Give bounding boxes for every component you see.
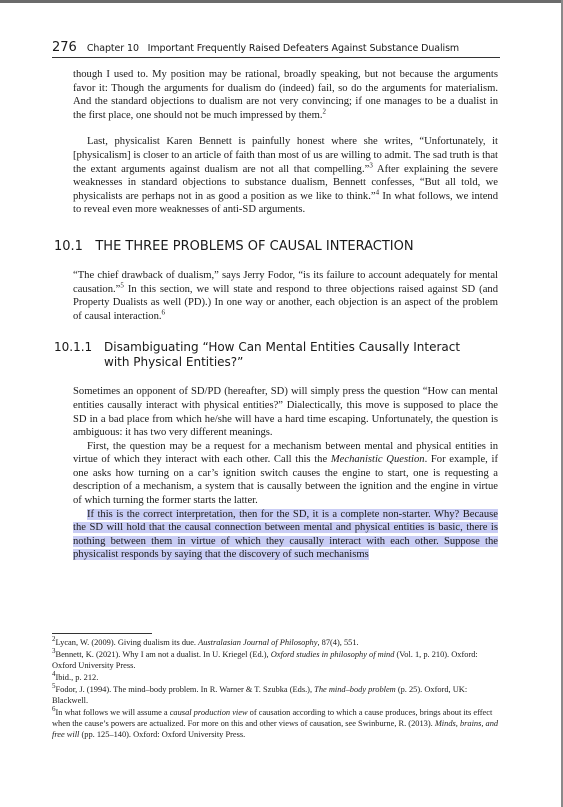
- footnote: [52, 649, 500, 671]
- highlighted-paragraph[interactable]: [73, 508, 498, 562]
- subsection-heading: 10.1.1 Disambiguating “How Can Mental Entities Causally Interact with Physical Entities?”: [54, 340, 461, 370]
- footnote: [52, 637, 500, 648]
- footnotes: [52, 637, 500, 741]
- footnote: [52, 707, 500, 740]
- footnote-number: 4: [52, 670, 56, 679]
- paragraph: First, the question may be a request for a mechanism between mental and physical entities in virtue of which they interact with each other. Call this the Mechanistic Question. For example, if one asks how turning on a car’s ignition switch causes the engine to start, one is requesting a description of a mechanism, a system that is causally between the ignition and the engine in virtue of which turning the former starts the latter.: [73, 440, 498, 507]
- footnote-text: of causation according to which a cause produces, brings about its effect when the cause’s powers are actualized. For more on this and other views of causation, see Swinburne, R. (2013).: [52, 708, 493, 728]
- footnote-text: Ibid., p. 212.: [55, 673, 99, 682]
- footnote: [52, 684, 500, 706]
- footnote-text: Fodor, J. (1994). The mind–body problem. In R. Warner & T. Szubka (Eds.),: [55, 685, 315, 694]
- footnote-number: 6: [52, 705, 56, 714]
- footnote-title: Minds, brains, and free will: [52, 719, 499, 739]
- footnote-ref[interactable]: 4: [375, 188, 380, 197]
- running-title: Chapter 10 Important Frequently Raised Defeaters Against Substance Dualism: [86, 43, 460, 54]
- page-header: [52, 40, 500, 58]
- window-top-border: [0, 0, 563, 3]
- footnote-text: In what follows we will assume a: [55, 708, 170, 717]
- page-number: 276: [52, 40, 77, 55]
- footnote-title: Oxford studies in philosophy of mind: [270, 650, 395, 659]
- main-text: [54, 68, 499, 562]
- footnote-text: , 87(4), 551.: [317, 638, 359, 647]
- footnote-divider: [52, 633, 152, 634]
- section-heading: 10.1 THE THREE PROBLEMS OF CAUSAL INTERACTION: [54, 238, 414, 254]
- footnote-ref[interactable]: 2: [322, 107, 326, 116]
- paragraph: Sometimes an opponent of SD/PD (hereafter, SD) will simply press the question “How can mental entities causally interact with physical entities?” Dialectically, this move is supposed to place the SD in a bad place from which he/she will have a hard time escaping. Unfortunately, the question is ambiguous: it has two very different meanings.: [73, 386, 498, 439]
- footnote-text: (pp. 125–140). Oxford: Oxford University Press.: [79, 730, 246, 739]
- footnote-number: 2: [52, 635, 56, 644]
- paragraph: Last, physicalist Karen Bennett is painfully honest where she writes, “Unfortunately, it [physicalism] is closer to an article of faith than most of us are willing to admit. The sad truth is that the extant arguments against dualism are not all that compelling.”$^3$ After explaining the severe weaknesses in standard objections to substance dualism, Bennett confesses, “But all told, we physicalists are perhaps not in as good a position as we like to think.”$^4$ In what follows, we intend to reveal even more weaknesses of anti-SD arguments.: [73, 136, 499, 216]
- footnote-text: (Vol. 1, p. 210). Oxford: Oxford University Press.: [52, 650, 478, 670]
- footnote-text: Lycan, W. (2009). Giving dualism its due.: [55, 638, 199, 647]
- footnote-text: Bennett, K. (2021). Why I am not a dualist. In U. Kriegel (Ed.),: [55, 650, 271, 659]
- footnote: [52, 672, 500, 683]
- footnote-ref[interactable]: 5: [120, 281, 124, 289]
- footnote-title: Australasian Journal of Philosophy: [198, 638, 318, 647]
- text-highlight[interactable]: If this is the correct interpretation, then for the SD, it is a complete non-starter. Why? Because the SD will hold that the causal connection between mental and physical entities is basic, there is nothing between them in virtue of which they causally interact with each other. Suppose the physicalist responds by saying that the discovery of such mechanisms: [73, 508, 498, 561]
- footnote-number: 3: [52, 647, 56, 656]
- footnote-title: The mind–body problem: [314, 685, 396, 694]
- footnote-number: 5: [52, 682, 56, 691]
- footnote-title: causal production view: [169, 708, 248, 717]
- paragraph: though I used to. My position may be rational, broadly speaking, but not because the arguments favor it: Though the arguments for dualism do (indeed) fail, so do the arguments for materialism. And the standard objections to dualism are not very convincing; if one manages to be a dualist in the first place, one should not be much impressed by them.$^2$: [73, 69, 498, 121]
- paragraph: “The chief drawback of dualism,” says Jerry Fodor, “is its failure to account adequately for mental causation.”$^5$ In this section, we will state and respond to three objections raised against SD (and Property Dualists as well (PD).) In one way or another, each objection is an aspect of the problem of causal interaction.$^6$: [73, 269, 498, 322]
- footnote-ref[interactable]: 3: [369, 161, 373, 170]
- footnote-text: (p. 25). Oxford, UK: Blackwell.: [52, 685, 468, 705]
- footnote-ref[interactable]: 6: [161, 308, 166, 317]
